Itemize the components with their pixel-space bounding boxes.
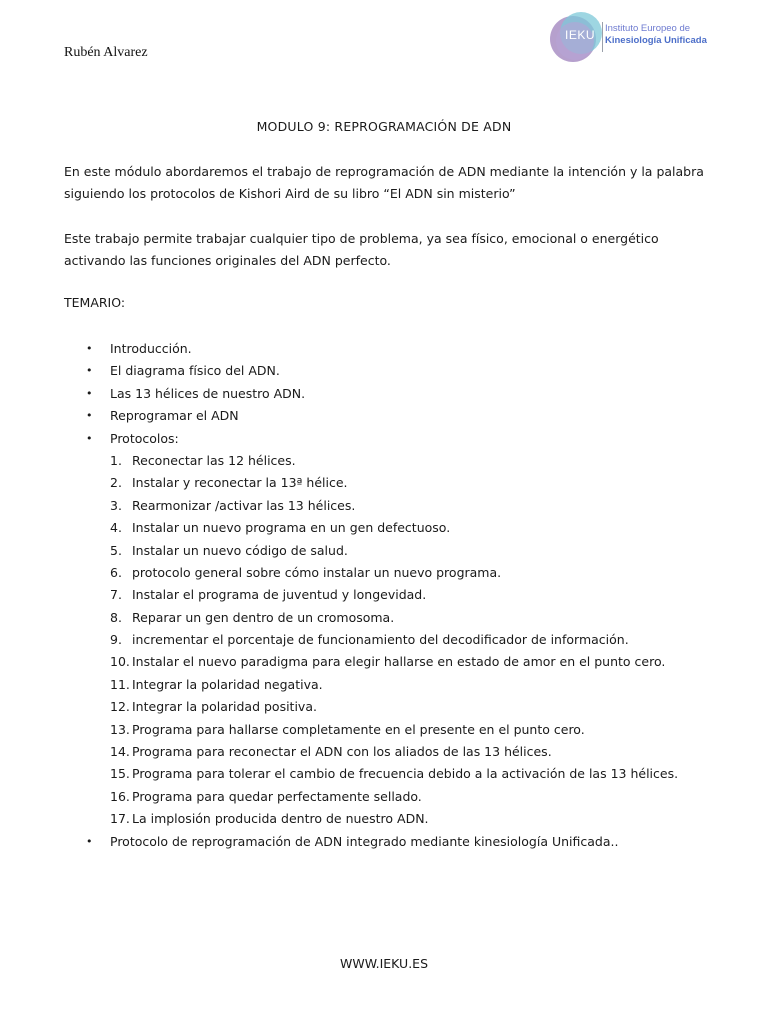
protocol-item <box>0 629 768 651</box>
protocol-text: protocolo general sobre cómo instalar un nuevo programa. <box>132 564 502 580</box>
protocol-number: 9. <box>110 632 122 648</box>
bullet-glyph: • <box>86 834 93 848</box>
protocol-number: 7. <box>110 587 122 603</box>
logo-institute-line: Instituto Europeo de <box>605 23 691 34</box>
intro-paragraph: En este módulo abordaremos el trabajo de reprogramación de ADN mediante la intención y la palabra siguiendo los protocolos de Kishori Aird de su libro “El ADN sin misterio” <box>64 164 704 201</box>
module-title: MODULO 9: REPROGRAMACIÓN DE ADN <box>256 119 512 134</box>
syllabus-heading: TEMARIO: <box>64 295 126 310</box>
protocol-text: Instalar el nuevo paradigma para elegir hallarse en estado de amor en el punto cero. <box>132 654 666 670</box>
protocol-number: 17. <box>110 811 130 827</box>
protocol-item <box>0 607 768 629</box>
protocol-number: 11. <box>110 676 130 692</box>
logo-divider <box>602 22 603 52</box>
protocol-text: Reconectar las 12 hélices. <box>132 452 296 468</box>
protocol-text: Programa para quedar perfectamente sellado. <box>132 788 422 804</box>
bullet-glyph: • <box>86 431 93 445</box>
protocol-text: Reparar un gen dentro de un cromosoma. <box>132 609 395 625</box>
protocol-text: Instalar y reconectar la 13ª hélice. <box>132 475 348 491</box>
protocol-item <box>0 584 768 606</box>
syllabus-bullet-item <box>0 831 768 853</box>
protocol-number: 12. <box>110 699 130 715</box>
bullet-text: Reprogramar el ADN <box>110 408 239 424</box>
syllabus-bullet-item <box>0 405 768 427</box>
bullet-text: Las 13 hélices de nuestro ADN. <box>110 385 306 401</box>
protocol-text: Integrar la polaridad negativa. <box>132 676 323 692</box>
protocol-number: 1. <box>110 452 122 468</box>
protocol-number: 16. <box>110 788 130 804</box>
protocol-text: Instalar el programa de juventud y longevidad. <box>132 587 427 603</box>
ieku-logo <box>546 8 706 66</box>
protocol-item <box>0 472 768 494</box>
protocol-number: 8. <box>110 609 122 625</box>
syllabus-bullet-item <box>0 338 768 360</box>
protocol-item <box>0 495 768 517</box>
protocol-number: 15. <box>110 766 130 782</box>
bullet-text: Protocolos: <box>110 430 179 446</box>
protocol-number: 3. <box>110 497 122 513</box>
protocol-text: Rearmonizar /activar las 13 hélices. <box>132 497 356 513</box>
protocol-item <box>0 741 768 763</box>
protocol-item <box>0 808 768 830</box>
protocol-number: 2. <box>110 475 122 491</box>
syllabus-bullet-item <box>0 360 768 382</box>
bullet-text: Protocolo de reprogramación de ADN integrado mediante kinesiología Unificada.. <box>110 833 619 849</box>
protocol-item <box>0 674 768 696</box>
syllabus-bullet-item <box>0 428 768 450</box>
protocol-item <box>0 540 768 562</box>
protocol-text: Programa para tolerar el cambio de frecuencia debido a la activación de las 13 hélices. <box>132 766 679 782</box>
bullet-text: El diagrama físico del ADN. <box>110 363 280 379</box>
bullet-glyph: • <box>86 409 93 423</box>
protocol-item <box>0 719 768 741</box>
protocol-number: 6. <box>110 564 122 580</box>
protocol-item <box>0 651 768 673</box>
footer-website: WWW.IEKU.ES <box>339 956 429 971</box>
protocol-number: 13. <box>110 721 130 737</box>
protocol-number: 14. <box>110 744 130 760</box>
author-name: Rubén Alvarez <box>64 45 148 60</box>
protocol-item <box>0 786 768 808</box>
logo-mark-text: IEKU <box>564 28 595 42</box>
bullet-glyph: • <box>86 386 93 400</box>
bullet-text: Introducción. <box>110 341 192 356</box>
protocol-item <box>0 450 768 472</box>
protocol-number: 5. <box>110 542 122 558</box>
protocol-text: Instalar un nuevo programa en un gen defectuoso. <box>132 520 451 536</box>
protocol-item <box>0 517 768 539</box>
syllabus-list <box>0 338 768 853</box>
protocol-text: Programa para hallarse completamente en el presente en el punto cero. <box>132 721 585 737</box>
protocol-text: La implosión producida dentro de nuestro ADN. <box>132 811 429 827</box>
protocol-text: Programa para reconectar el ADN con los aliados de las 13 hélices. <box>132 744 552 760</box>
logo-institute-name: Kinesiología Unificada <box>605 35 707 46</box>
syllabus-bullet-item <box>0 383 768 405</box>
scope-paragraph: Este trabajo permite trabajar cualquier tipo de problema, ya sea físico, emocional o energético activando las funciones originales del ADN perfecto. <box>64 231 659 268</box>
protocol-text: Integrar la polaridad positiva. <box>132 699 317 715</box>
protocol-item <box>0 696 768 718</box>
bullet-glyph: • <box>86 342 93 355</box>
protocol-text: incrementar el porcentaje de funcionamiento del decodificador de información. <box>132 632 629 648</box>
protocol-text: Instalar un nuevo código de salud. <box>132 542 348 558</box>
protocol-number: 4. <box>110 520 122 536</box>
protocol-item <box>0 763 768 785</box>
protocol-item <box>0 562 768 584</box>
bullet-glyph: • <box>86 364 93 378</box>
protocol-number: 10. <box>110 654 130 670</box>
